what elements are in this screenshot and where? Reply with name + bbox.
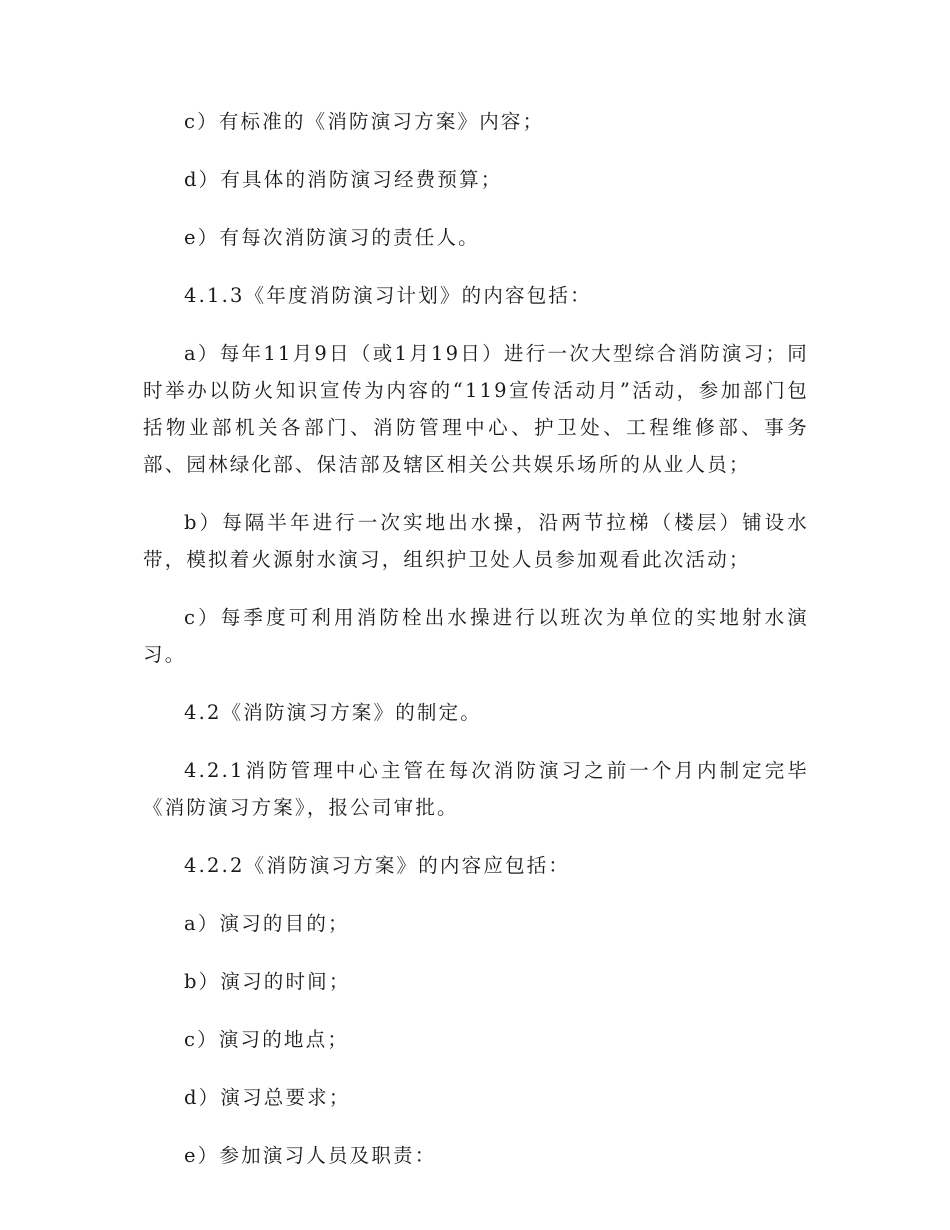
paragraph-2: d）有具体的消防演习经费预算；	[184, 168, 503, 191]
paragraph-11: a）演习的目的；	[184, 912, 350, 935]
paragraph-3: e）有每次消防演习的责任人。	[184, 226, 480, 249]
document-body	[143, 103, 809, 1195]
paragraph-13: c）演习的地点；	[184, 1028, 350, 1051]
paragraph-7: c）每季度可利用消防栓出水操进行以班次为单位的实地射水演习。	[143, 606, 809, 666]
paragraph-14: d）演习总要求；	[184, 1086, 351, 1109]
paragraph-4: 4.1.3《年度消防演习计划》的内容包括：	[184, 284, 592, 307]
paragraph-9: 4.2.1消防管理中心主管在每次消防演习之前一个月内制定完毕《消防演习方案》，报公司审批。	[143, 759, 809, 819]
paragraph-8: 4.2《消防演习方案》的制定。	[184, 701, 483, 724]
paragraph-12: b）演习的时间；	[184, 970, 351, 993]
paragraph-15: e）参加演习人员及职责：	[184, 1144, 437, 1167]
paragraph-10: 4.2.2《消防演习方案》的内容应包括：	[184, 854, 571, 877]
paragraph-1: c）有标准的《消防演习方案》内容；	[184, 110, 545, 133]
paragraph-5: a）每年11月9日（或1月19日）进行一次大型综合消防演习；同时举办以防火知识宣传为内容的“119宣传活动月”活动，参加部门包括物业部机关各部门、消防管理中心、护卫处、工程维修部、事务部、园林绿化部、保洁部及辖区相关公共娱乐场所的从业人员；	[143, 342, 809, 476]
paragraph-6: b）每隔半年进行一次实地出水操，沿两节拉梯（楼层）铺设水带，模拟着火源射水演习，组织护卫处人员参加观看此次活动；	[143, 511, 809, 571]
